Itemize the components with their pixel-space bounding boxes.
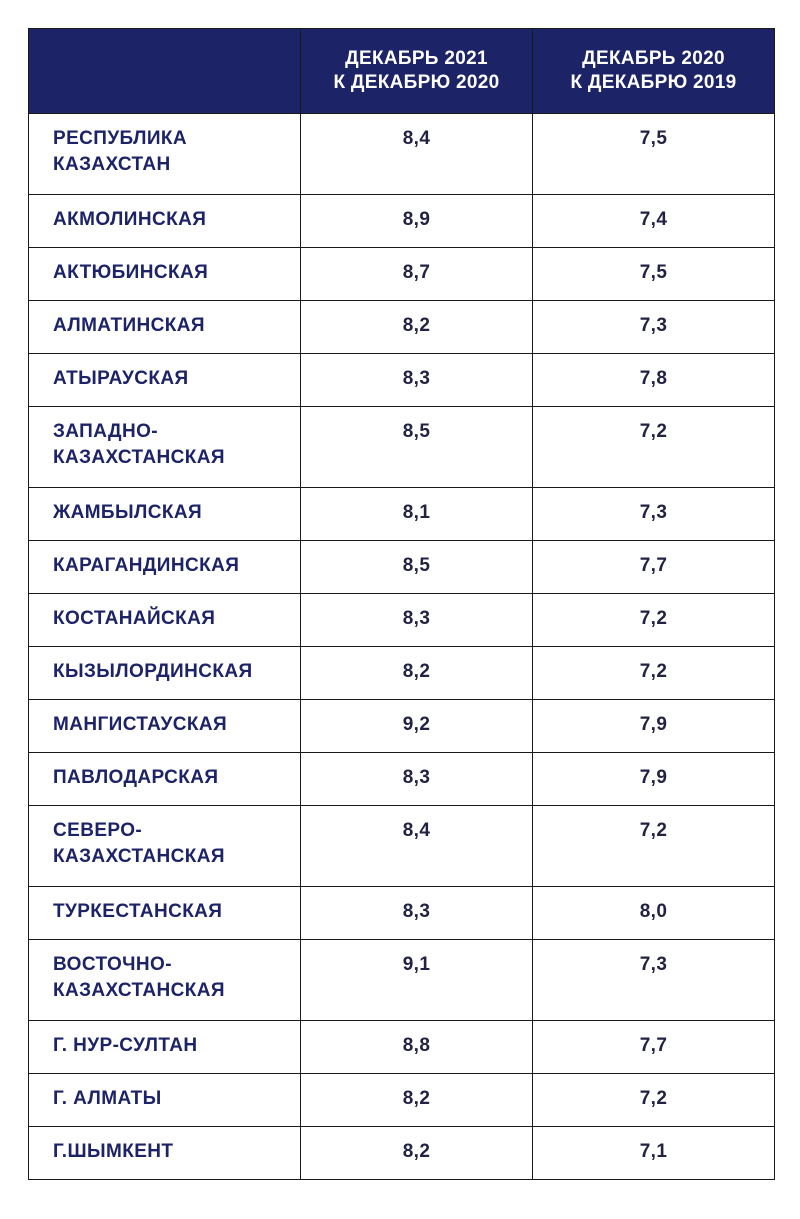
region-name-line: КОСТАНАЙСКАЯ — [53, 608, 216, 629]
value-dec-2020-cell: 7,9 — [533, 700, 775, 753]
header-dec-2021-line2: К ДЕКАБРЮ 2020 — [333, 72, 500, 93]
table-row — [29, 541, 775, 594]
header-dec-2021 — [301, 29, 533, 114]
value-dec-2020-cell: 7,9 — [533, 753, 775, 806]
region-name-cell — [29, 1127, 301, 1180]
region-name-cell — [29, 647, 301, 700]
value-dec-2021-cell: 8,2 — [301, 647, 533, 700]
region-name-line: КАРАГАНДИНСКАЯ — [53, 555, 240, 576]
table-row — [29, 594, 775, 647]
header-region — [29, 29, 301, 114]
region-name-line: ЖАМБЫЛСКАЯ — [53, 502, 203, 523]
value-dec-2020-cell: 7,2 — [533, 594, 775, 647]
region-name-line: АТЫРАУСКАЯ — [53, 368, 189, 389]
value-dec-2020-cell: 7,7 — [533, 1021, 775, 1074]
value-dec-2021-cell: 8,5 — [301, 407, 533, 488]
table-row — [29, 248, 775, 301]
value-dec-2020-cell: 7,2 — [533, 647, 775, 700]
region-name-line: АКМОЛИНСКАЯ — [53, 209, 207, 230]
value-dec-2021-cell: 8,5 — [301, 541, 533, 594]
header-row — [29, 29, 775, 114]
value-dec-2021-cell: 8,9 — [301, 195, 533, 248]
table-row — [29, 301, 775, 354]
value-dec-2020-cell: 7,4 — [533, 195, 775, 248]
region-name-line: КАЗАХСТАНСКАЯ — [53, 980, 225, 1001]
table-row — [29, 488, 775, 541]
table-row — [29, 1021, 775, 1074]
region-name-line: Г. АЛМАТЫ — [53, 1088, 162, 1109]
region-name-line: ЗАПАДНО- — [53, 421, 159, 442]
region-name-line: КАЗАХСТАНСКАЯ — [53, 846, 225, 867]
value-dec-2020-cell: 8,0 — [533, 887, 775, 940]
region-name-line: Г. НУР-СУЛТАН — [53, 1035, 198, 1056]
region-name-line: ВОСТОЧНО- — [53, 954, 172, 975]
value-dec-2021-cell: 9,1 — [301, 940, 533, 1021]
region-name-cell — [29, 1021, 301, 1074]
region-name-cell — [29, 301, 301, 354]
region-name-line: Г.ШЫМКЕНТ — [53, 1141, 174, 1162]
region-name-line: АЛМАТИНСКАЯ — [53, 315, 205, 336]
value-dec-2020-cell: 7,2 — [533, 1074, 775, 1127]
table-row — [29, 1074, 775, 1127]
value-dec-2020-cell: 7,5 — [533, 248, 775, 301]
value-dec-2021-cell: 8,4 — [301, 114, 533, 195]
value-dec-2020-cell: 7,1 — [533, 1127, 775, 1180]
value-dec-2021-cell: 8,3 — [301, 354, 533, 407]
value-dec-2020-cell: 7,3 — [533, 488, 775, 541]
value-dec-2020-cell: 7,5 — [533, 114, 775, 195]
region-name-line: МАНГИСТАУСКАЯ — [53, 714, 228, 735]
table-row — [29, 407, 775, 488]
value-dec-2021-cell: 8,1 — [301, 488, 533, 541]
region-name-cell — [29, 114, 301, 195]
table-body — [29, 114, 775, 1180]
region-name-cell — [29, 753, 301, 806]
region-name-cell — [29, 806, 301, 887]
region-name-cell — [29, 700, 301, 753]
table-row — [29, 753, 775, 806]
region-name-line: КАЗАХСТАНСКАЯ — [53, 447, 225, 468]
table-container — [28, 28, 774, 1180]
table-row — [29, 195, 775, 248]
table-row — [29, 354, 775, 407]
table-row — [29, 887, 775, 940]
header-dec-2020 — [533, 29, 775, 114]
region-name-cell — [29, 940, 301, 1021]
header-dec-2020-line1: ДЕКАБРЬ 2020 — [582, 48, 725, 69]
table-row — [29, 1127, 775, 1180]
value-dec-2021-cell: 8,2 — [301, 1127, 533, 1180]
region-name-cell — [29, 354, 301, 407]
region-name-cell — [29, 195, 301, 248]
value-dec-2020-cell: 7,2 — [533, 806, 775, 887]
region-name-cell — [29, 594, 301, 647]
region-name-cell — [29, 1074, 301, 1127]
region-name-line: ТУРКЕСТАНСКАЯ — [53, 901, 223, 922]
value-dec-2021-cell: 8,8 — [301, 1021, 533, 1074]
value-dec-2020-cell: 7,8 — [533, 354, 775, 407]
region-name-cell — [29, 488, 301, 541]
value-dec-2020-cell: 7,2 — [533, 407, 775, 488]
data-table — [28, 28, 775, 1180]
header-dec-2020-line2: К ДЕКАБРЮ 2019 — [570, 72, 737, 93]
region-name-line: АКТЮБИНСКАЯ — [53, 262, 209, 283]
value-dec-2021-cell: 8,2 — [301, 301, 533, 354]
value-dec-2021-cell: 8,4 — [301, 806, 533, 887]
table-row — [29, 114, 775, 195]
value-dec-2021-cell: 8,2 — [301, 1074, 533, 1127]
value-dec-2020-cell: 7,3 — [533, 940, 775, 1021]
region-name-cell — [29, 541, 301, 594]
value-dec-2021-cell: 8,3 — [301, 887, 533, 940]
value-dec-2021-cell: 9,2 — [301, 700, 533, 753]
region-name-line: КАЗАХСТАН — [53, 154, 171, 175]
value-dec-2020-cell: 7,3 — [533, 301, 775, 354]
header-dec-2021-line1: ДЕКАБРЬ 2021 — [345, 48, 488, 69]
value-dec-2021-cell: 8,7 — [301, 248, 533, 301]
region-name-cell — [29, 887, 301, 940]
region-name-cell — [29, 407, 301, 488]
region-name-line: ПАВЛОДАРСКАЯ — [53, 767, 219, 788]
value-dec-2021-cell: 8,3 — [301, 753, 533, 806]
region-name-line: КЫЗЫЛОРДИНСКАЯ — [53, 661, 253, 682]
table-row — [29, 940, 775, 1021]
table-row — [29, 647, 775, 700]
region-name-cell — [29, 248, 301, 301]
table-row — [29, 700, 775, 753]
region-name-line: СЕВЕРО- — [53, 820, 143, 841]
value-dec-2021-cell: 8,3 — [301, 594, 533, 647]
value-dec-2020-cell: 7,7 — [533, 541, 775, 594]
table-row — [29, 806, 775, 887]
region-name-line: РЕСПУБЛИКА — [53, 128, 188, 149]
